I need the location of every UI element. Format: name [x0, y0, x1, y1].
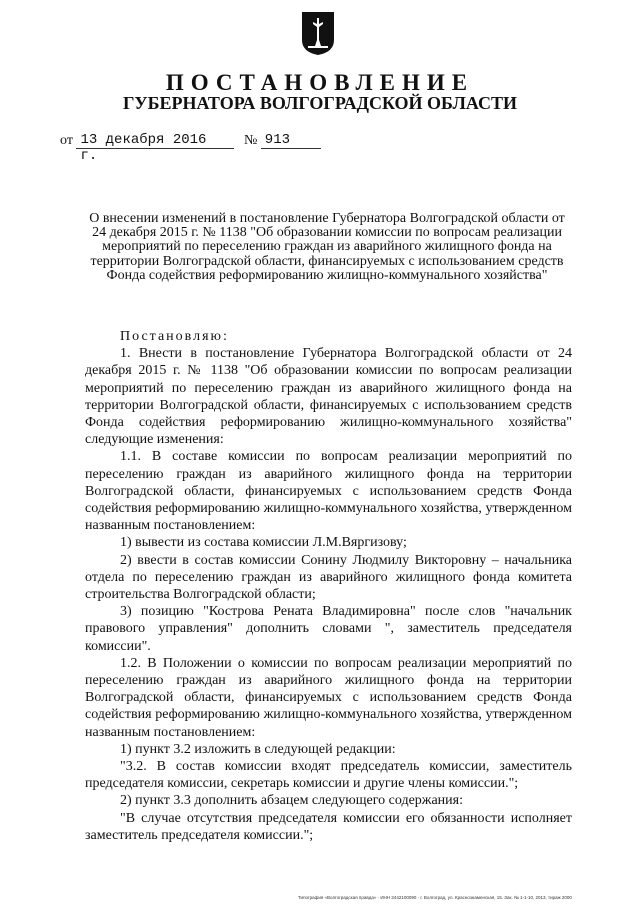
- document-date: 13 декабря 2016 г.: [76, 132, 234, 149]
- paragraph-1-1-item-1: 1) вывести из состава комиссии Л.М.Вяргизову;: [120, 535, 407, 551]
- number-sign: №: [243, 133, 258, 148]
- paragraph-1-2-item-2: 2) пункт 3.3 дополнить абзацем следующего содержания:: [120, 793, 463, 809]
- print-footer: Типография «Волгоградская правда» · ИНН 3442100090 · г. Волгоград, ул. Краснознаменская, 15. Зак. № 1-1-10, 2013, тираж 2000: [298, 895, 572, 900]
- date-number-line: [60, 132, 321, 164]
- issuer-title: ГУБЕРНАТОРА ВОЛГОГРАДСКОЙ ОБЛАСТИ: [122, 93, 518, 113]
- document-type-title: ПОСТАНОВЛЕНИЕ: [165, 70, 475, 95]
- paragraph-1-2-item-1: 1) пункт 3.2 изложить в следующей редакции:: [120, 741, 396, 757]
- paragraph-1-1-item-2: 2) ввести в состав комиссии Сонину Людмилу Викторовну – начальника отдела по переселению граждан из аварийного жилищного фонда комитета строительства Волгоградской области;: [85, 552, 572, 603]
- paragraph-1-1: 1.1. В составе комиссии по вопросам реализации мероприятий по переселению граждан из аварийного жилищного фонда на территории Волгоградской области, финансируемых с использованием средств Фонда содействия реформированию жилищно-коммунального хозяйства, утвержденном названным постановлением:: [85, 449, 572, 534]
- document-subject: О внесении изменений в постановление Губернатора Волгоградской области от 24 декабря 2015 г. № 1138 "Об образовании комиссии по вопросам реализации мероприятий по переселению граждан из аварийного жилищного фонда на территории Волгоградской области, финансируемых с использованием средств Фонда содействия реформированию жилищно-коммунального хозяйства": [89, 211, 565, 283]
- paragraph-1: 1. Внести в постановление Губернатора Волгоградской области от 24 декабря 2015 г. № 1138 "Об образовании комиссии по вопросам реализации мероприятий по переселению граждан из аварийного жилищного фонда на территории Волгоградской области, финансируемых с использованием средств Фонда содействия реформированию жилищно-коммунального хозяйства" следующие изменения:: [85, 346, 572, 448]
- coat-of-arms-icon: [300, 10, 336, 56]
- document-body: [85, 328, 572, 844]
- decree-word: Постановляю:: [120, 329, 229, 344]
- paragraph-1-2: 1.2. В Положении о комиссии по вопросам реализации мероприятий по переселению граждан из аварийного жилищного фонда на территории Волгоградской области, финансируемых с использованием средств Фонда содействия реформированию жилищно-коммунального хозяйства, утвержденном названным постановлением:: [85, 655, 572, 740]
- date-prefix: от: [60, 133, 73, 148]
- document-number: 913: [261, 132, 321, 149]
- paragraph-1-1-item-3: 3) позицию "Кострова Рената Владимировна" после слов "начальник правового управления" дополнить словами ", заместитель председателя комиссии".: [85, 604, 572, 654]
- quoted-clause-3-2: "3.2. В состав комиссии входят председатель комиссии, заместитель председателя комиссии, секретарь комиссии и другие члены комиссии.";: [85, 759, 572, 792]
- quoted-clause-3-3: "В случае отсутствия председателя комиссии его обязанности исполняет заместитель председателя комиссии.";: [85, 810, 572, 843]
